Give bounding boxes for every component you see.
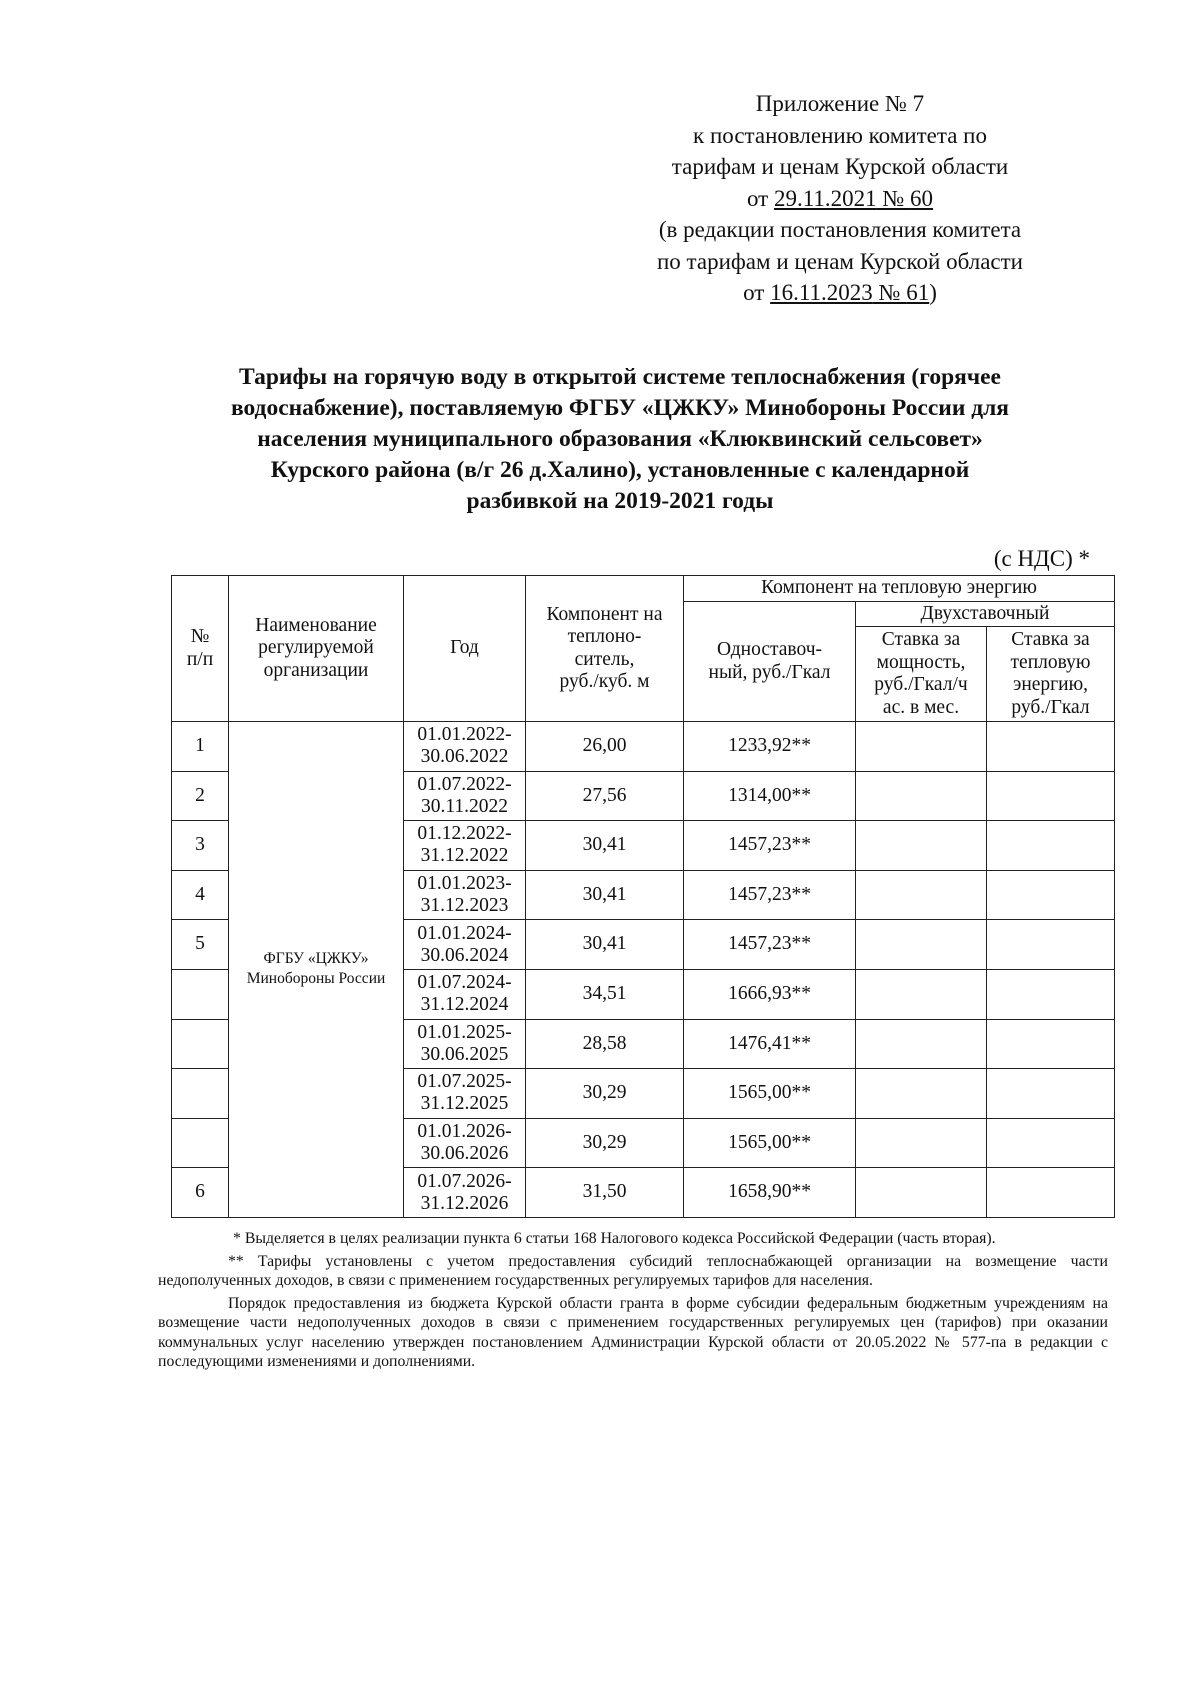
- energy-rate-value: [987, 1069, 1115, 1119]
- single-rate-value: 1658,90**: [684, 1168, 856, 1218]
- header-year: Год: [404, 576, 526, 722]
- title-line-1: Тарифы на горячую воду в открытой системе теплоснабжения (горячее: [239, 364, 1001, 390]
- resolution-number-sign: №: [876, 185, 911, 211]
- title-line-5: разбивкой на 2019-2021 годы: [466, 488, 774, 514]
- amendment-number-sign: №: [872, 280, 907, 305]
- capacity-rate-value: [856, 771, 987, 821]
- header-heat-carrier-line-2: теплоно-: [567, 626, 642, 647]
- amendment-date-value: 16.11.2023: [770, 280, 873, 305]
- capacity-rate-value: [856, 1069, 987, 1119]
- header-number-line-2: п/п: [186, 648, 214, 670]
- title-line-3: населения муниципального образования «Клюквинский сельсовет»: [257, 426, 983, 452]
- energy-rate-value: [987, 870, 1115, 920]
- capacity-rate-value: [856, 1168, 987, 1218]
- energy-rate-value: [987, 1019, 1115, 1069]
- capacity-rate-value: [856, 969, 987, 1019]
- header-heat-carrier: [526, 576, 684, 722]
- period-cell: [404, 969, 526, 1019]
- header-number-line-1: №: [190, 626, 210, 647]
- header-single-rate-line-2: ный, руб./Гкал: [708, 661, 831, 683]
- organization-cell: [229, 722, 404, 1218]
- table-row: [172, 722, 1115, 772]
- header-single-rate: [684, 602, 856, 722]
- single-rate-value: 1457,23**: [684, 870, 856, 920]
- heat-carrier-value: 30,29: [526, 1118, 684, 1168]
- period-cell: [404, 771, 526, 821]
- resolution-number: 60: [910, 185, 934, 211]
- period-cell: [404, 870, 526, 920]
- header-energy-rate: [987, 627, 1115, 722]
- period-end: 30.11.2022: [420, 795, 509, 817]
- row-number: [172, 1019, 229, 1069]
- period-end: 30.06.2025: [420, 1043, 509, 1065]
- header-capacity-rate-line-1: Ставка за: [881, 629, 961, 650]
- header-heat-energy-component: Компонент на тепловую энергию: [684, 576, 1115, 602]
- appendix-line-2: к постановлению комитета по: [693, 122, 987, 148]
- period-start: 01.01.2026-: [417, 1121, 512, 1143]
- resolution-date-value: 29.11.2021: [773, 185, 877, 211]
- header-capacity-rate: [856, 627, 987, 722]
- single-rate-value: 1476,41**: [684, 1019, 856, 1069]
- period-cell: [404, 1019, 526, 1069]
- energy-rate-value: [987, 771, 1115, 821]
- energy-rate-value: [987, 821, 1115, 871]
- row-number: 3: [172, 821, 229, 871]
- capacity-rate-value: [856, 1118, 987, 1168]
- vat-note: (с НДС) *: [993, 546, 1090, 571]
- row-number: 6: [172, 1168, 229, 1218]
- appendix-title: Приложение № 7: [755, 91, 925, 116]
- heat-carrier-value: 30,41: [526, 920, 684, 970]
- period-end: 31.12.2023: [420, 895, 509, 917]
- period-end: 31.12.2022: [420, 845, 509, 867]
- period-start: 01.12.2022-: [417, 823, 512, 845]
- period-start: 01.07.2024-: [417, 972, 512, 994]
- header-heat-carrier-line-3: ситель,: [574, 648, 635, 670]
- period-start: 01.07.2025-: [417, 1071, 512, 1093]
- header-capacity-rate-line-4: ас. в мес.: [882, 696, 960, 718]
- capacity-rate-value: [856, 920, 987, 970]
- period-end: 30.06.2024: [420, 944, 509, 966]
- title-line-4: Курского района (в/г 26 д.Халино), установленные с календарной: [270, 457, 970, 483]
- single-rate-value: 1314,00**: [684, 771, 856, 821]
- capacity-rate-value: [856, 870, 987, 920]
- period-cell: [404, 920, 526, 970]
- period-cell: [404, 1069, 526, 1119]
- appendix-header: [590, 88, 1090, 309]
- single-rate-value: 1565,00**: [684, 1118, 856, 1168]
- single-rate-value: 1565,00**: [684, 1069, 856, 1119]
- period-start: 01.07.2026-: [417, 1170, 512, 1192]
- row-number: 1: [172, 722, 229, 772]
- single-rate-value: 1457,23**: [684, 920, 856, 970]
- period-start: 01.01.2025-: [417, 1021, 512, 1043]
- header-capacity-rate-line-2: мощность,: [876, 651, 966, 673]
- header-energy-rate-line-4: руб./Гкал: [1011, 696, 1090, 718]
- amendment-number: 61: [906, 280, 930, 305]
- header-heat-carrier-line-1: Компонент на: [546, 603, 663, 625]
- footnotes: [158, 1229, 1108, 1375]
- footnote-grant-procedure: Порядок предоставления из бюджета Курской области гранта в форме субсидии федеральным бюджетным учреждениям на возмещение части недополученных доходов в связи с применением государственных регулируемых цен (тарифов) при оказании коммунальных услуг населению утвержден постановлением Администрации Курской области от 20.05.2022 № 577-па в редакции с последующими изменениями и дополнениями.: [158, 1294, 1108, 1370]
- period-cell: [404, 722, 526, 772]
- organization-name-line-2: Минобороны России: [246, 970, 386, 988]
- energy-rate-value: [987, 722, 1115, 772]
- period-cell: [404, 821, 526, 871]
- period-end: 30.06.2022: [420, 746, 509, 768]
- header-two-part-rate: Двухставочный: [856, 602, 1115, 627]
- period-cell: [404, 1168, 526, 1218]
- heat-carrier-value: 27,56: [526, 771, 684, 821]
- header-energy-rate-line-2: тепловую: [1010, 651, 1091, 673]
- row-number: 2: [172, 771, 229, 821]
- organization-name-line-1: ФГБУ «ЦЖКУ»: [263, 950, 369, 968]
- single-rate-value: 1457,23**: [684, 821, 856, 871]
- single-rate-value: 1666,93**: [684, 969, 856, 1019]
- energy-rate-value: [987, 1118, 1115, 1168]
- period-start: 01.07.2022-: [417, 773, 512, 795]
- heat-carrier-value: 30,29: [526, 1069, 684, 1119]
- period-end: 31.12.2024: [420, 994, 509, 1016]
- document-title: [130, 362, 1110, 517]
- heat-carrier-value: 26,00: [526, 722, 684, 772]
- header-organization: [229, 576, 404, 722]
- appendix-line-4-prefix: от: [746, 185, 774, 211]
- period-cell: [404, 1118, 526, 1168]
- heat-carrier-value: 30,41: [526, 821, 684, 871]
- header-organization-line-3: организации: [263, 659, 369, 681]
- row-number: 4: [172, 870, 229, 920]
- row-number: [172, 969, 229, 1019]
- header-heat-carrier-line-4: руб./куб. м: [559, 671, 650, 692]
- header-energy-rate-line-1: Ставка за: [1011, 629, 1090, 650]
- period-end: 31.12.2026: [420, 1192, 509, 1214]
- heat-carrier-value: 31,50: [526, 1168, 684, 1218]
- tariff-table: [171, 575, 1115, 1218]
- header-organization-line-1: Наименование: [255, 614, 377, 636]
- energy-rate-value: [987, 920, 1115, 970]
- resolution-date: [774, 186, 933, 211]
- period-end: 31.12.2025: [420, 1093, 509, 1115]
- heat-carrier-value: 30,41: [526, 870, 684, 920]
- capacity-rate-value: [856, 821, 987, 871]
- appendix-line-5: (в редакции постановления комитета: [658, 217, 1022, 242]
- energy-rate-value: [987, 1168, 1115, 1218]
- header-organization-line-2: регулируемой: [258, 637, 374, 659]
- footnote-subsidy: ** Тарифы установлены с учетом предоставления субсидий теплоснабжающей организации на возмещение части недополученных доходов, в связи с применением государственных регулируемых тарифов для населения.: [158, 1252, 1108, 1289]
- period-end: 30.06.2026: [420, 1143, 509, 1165]
- row-number: [172, 1069, 229, 1119]
- appendix-line-7-prefix: от: [743, 280, 771, 305]
- header-number: [172, 576, 229, 722]
- capacity-rate-value: [856, 722, 987, 772]
- appendix-line-6: по тарифам и ценам Курской области: [657, 248, 1023, 274]
- single-rate-value: 1233,92**: [684, 722, 856, 772]
- footnote-vat: * Выделяется в целях реализации пункта 6 статьи 168 Налогового кодекса Российской Федерации (часть вторая).: [233, 1230, 996, 1247]
- header-capacity-rate-line-3: руб./Гкал/ч: [874, 674, 968, 695]
- appendix-line-7-suffix: ): [929, 280, 937, 305]
- period-start: 01.01.2022-: [417, 724, 512, 746]
- capacity-rate-value: [856, 1019, 987, 1069]
- amendment-date: [770, 280, 929, 305]
- appendix-line-7: [590, 277, 1090, 309]
- heat-carrier-value: 34,51: [526, 969, 684, 1019]
- row-number: 5: [172, 920, 229, 970]
- appendix-line-3: тарифам и ценам Курской области: [671, 154, 1009, 179]
- title-line-2: водоснабжение), поставляемую ФГБУ «ЦЖКУ» Минобороны России для: [230, 395, 1010, 421]
- appendix-line-4: [590, 183, 1090, 215]
- energy-rate-value: [987, 969, 1115, 1019]
- header-single-rate-line-1: Одноставоч-: [716, 639, 823, 660]
- heat-carrier-value: 28,58: [526, 1019, 684, 1069]
- period-start: 01.01.2023-: [417, 873, 512, 895]
- period-start: 01.01.2024-: [417, 922, 512, 944]
- header-energy-rate-line-3: энергию,: [1012, 674, 1089, 695]
- row-number: [172, 1118, 229, 1168]
